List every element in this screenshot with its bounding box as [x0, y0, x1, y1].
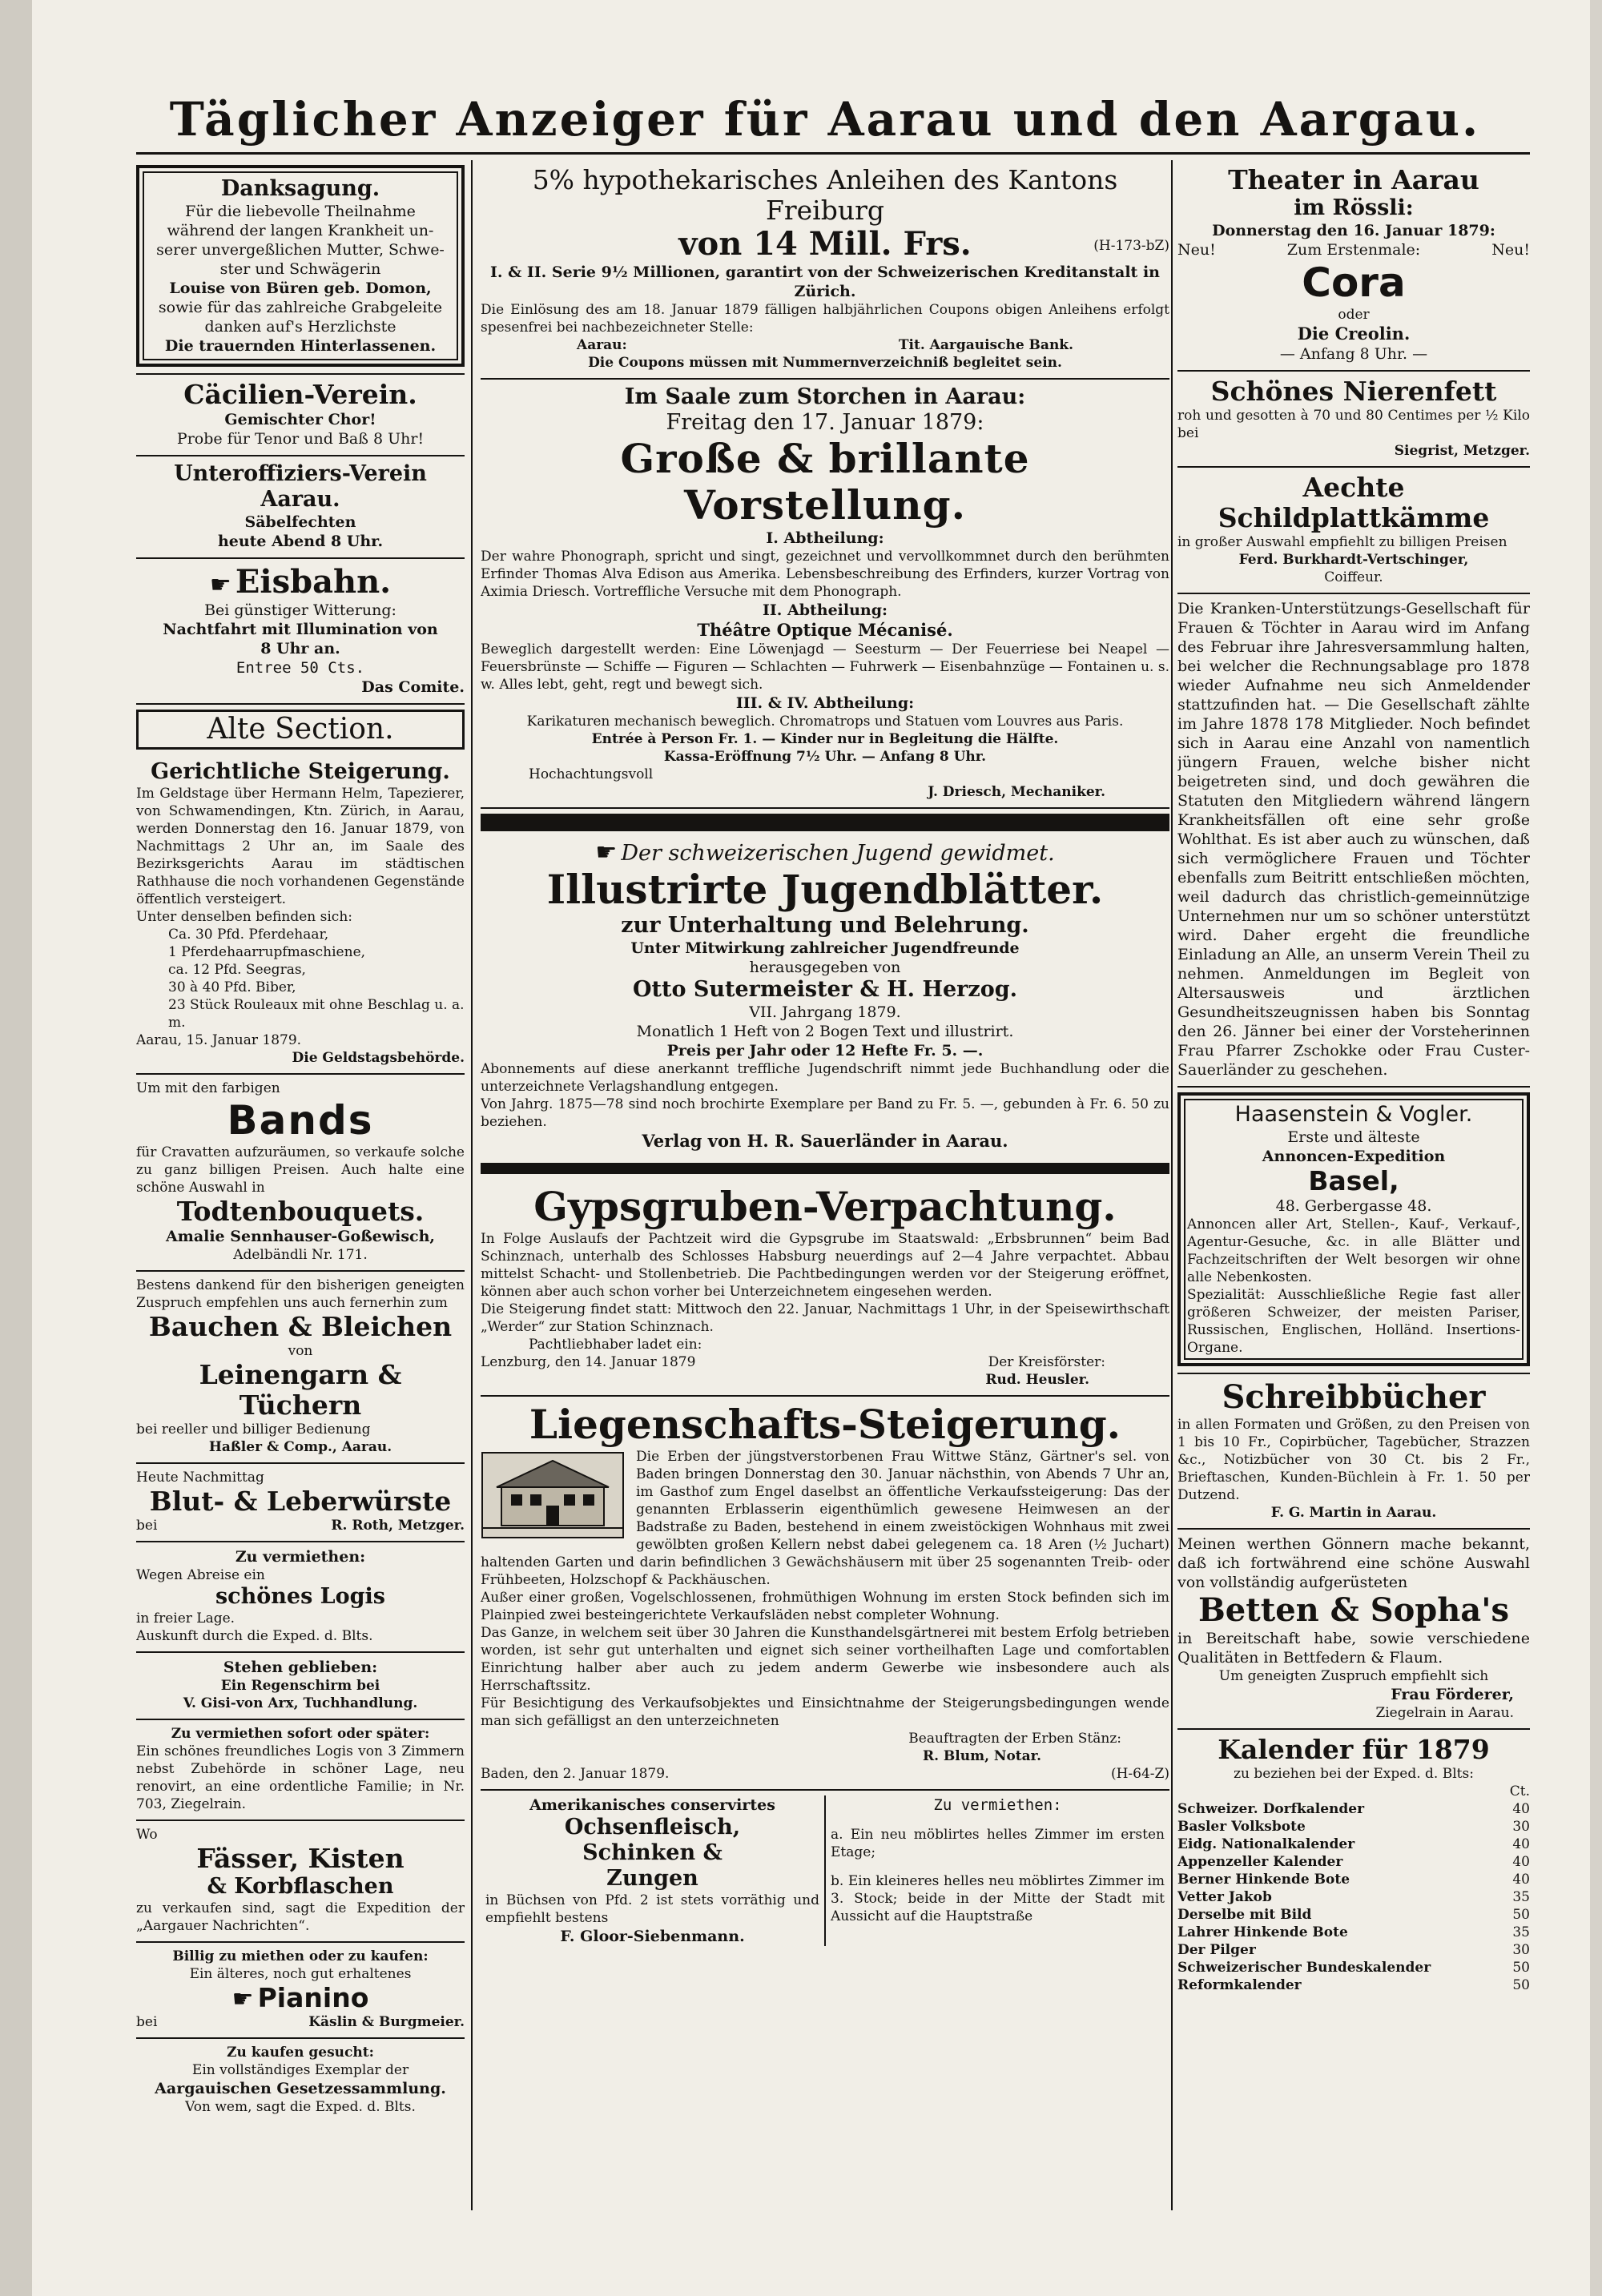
- bauchen-text: bei reeller und billiger Bedienung: [136, 1421, 371, 1438]
- ad-caecilien: [136, 375, 465, 456]
- kalender-row: [1177, 1871, 1530, 1888]
- scan-edge-right: [1590, 0, 1602, 2296]
- ad-blut: [136, 1464, 465, 1542]
- ad-vermiethen-zimmer: [824, 1795, 1169, 1946]
- danksagung-line: ster und Schwägerin: [219, 260, 381, 278]
- danksagung-line: während der langen Krankheit un-: [167, 222, 434, 239]
- danksagung-line: Für die liebevolle Theilnahme: [185, 203, 416, 220]
- ochsen-big1: Ochsenfleisch,: [564, 1815, 741, 1840]
- vorstellung-kassa: Kassa-Eröffnung 7½ Uhr. — Anfang 8 Uhr.: [663, 749, 987, 765]
- kalender-name: Schweizerischer Bundeskalender: [1177, 1960, 1431, 1976]
- bauchen-intro: Bestens dankend für den bisherigen geneigten Zuspruch empfehlen uns auch fernerhin zum: [136, 1277, 465, 1311]
- ochsen-big2: Schinken &: [582, 1840, 723, 1865]
- ad-faesser: [136, 1821, 465, 1943]
- danksagung-line: serer unvergeßlichen Mutter, Schwe-: [156, 241, 445, 259]
- logis-l1: Wegen Abreise ein: [136, 1567, 265, 1583]
- steigerung-item: Ca. 30 Pfd. Pferdehaar,: [168, 927, 329, 943]
- ad-eisbahn: [136, 559, 465, 705]
- vorstellung-sign: J. Driesch, Mechaniker.: [928, 784, 1105, 800]
- danksagung-line: Louise von Büren geb. Domon,: [169, 279, 432, 297]
- theater-sub2: Die Creolin.: [1297, 324, 1411, 344]
- jugend-verlag: Verlag von H. R. Sauerländer in Aarau.: [642, 1131, 1008, 1151]
- page-title: Täglicher Anzeiger für Aarau und den Aargau.: [169, 92, 1481, 147]
- steigerung-date: Aarau, 15. Januar 1879.: [136, 1032, 302, 1048]
- theater-anfang: — Anfang 8 Uhr. —: [1279, 345, 1428, 363]
- theater-neu-middle: Zum Erstenmale:: [1286, 241, 1421, 259]
- bands-text: für Cravatten aufzuräumen, so verkaufe solche zu ganz billigen Preisen. Auch halte eine schöne Auswahl in: [136, 1144, 465, 1196]
- jugend-names: Otto Sutermeister & H. Herzog.: [633, 977, 1017, 1002]
- steigerung-item: 30 à 40 Pfd. Biber,: [168, 979, 296, 995]
- pianino-title: Billig zu miethen oder zu kaufen:: [172, 1948, 429, 1964]
- steigerung-item: ca. 12 Pfd. Seegras,: [168, 962, 306, 978]
- jugend-abo: Abonnements auf diese anerkannt treffliche Jugendschrift nimmt jede Buchhandlung oder die unterzeichnete Verlagshandlung entgegen.: [481, 1061, 1169, 1095]
- house-illustration: [481, 1451, 625, 1539]
- theater-title: Theater in Aarau: [1228, 164, 1479, 195]
- kalender-name: Berner Hinkende Bote: [1177, 1872, 1350, 1888]
- vermiethen2-text: Ein schönes freundliches Logis von 3 Zimmern nebst Zubehörde in schöner Lage, neu renovirt, an eine ordentliche Familie; in Nr. 703, Ziegelrain.: [136, 1743, 465, 1812]
- bauchen-sign: Haßler & Comp., Aarau.: [208, 1439, 392, 1455]
- kalender-name: Schweizer. Dorfkalender: [1177, 1801, 1365, 1817]
- caecilien-sub: Gemischter Chor!: [224, 411, 376, 428]
- theater-oder: oder: [1338, 307, 1370, 323]
- haasenstein-city: Basel,: [1308, 1165, 1399, 1196]
- pointing-hand-icon: ☛: [209, 571, 231, 599]
- kaemme-sign: Ferd. Burkhardt-Vertschinger,: [1238, 552, 1469, 568]
- ochsen-big3: Zungen: [606, 1866, 698, 1891]
- vermiethen-b: b. Ein kleineres helles neu möblirtes Zimmer im 3. Stock; beide in der Mitte der Stadt mit Aussicht auf die Hauptstraße: [831, 1873, 1165, 1924]
- unteroffiziers-sub: Säbelfechten: [244, 513, 356, 531]
- kalender-name: Eidg. Nationalkalender: [1177, 1836, 1355, 1852]
- liegenschaft-beauftr: Beauftragten der Erben Stänz:: [908, 1731, 1121, 1747]
- unteroffiziers-title: Unteroffiziers-Verein Aarau.: [174, 461, 427, 512]
- vorstellung-l1: Im Saale zum Storchen in Aarau:: [624, 384, 1026, 409]
- vorstellung-a2: II. Abtheilung:: [762, 601, 888, 619]
- vorstellung-greet: Hochachtungsvoll: [529, 766, 654, 782]
- vorstellung-title: Große & brillante Vorstellung.: [620, 435, 1030, 529]
- betten-addr: Ziegelrain in Aarau.: [1375, 1705, 1514, 1721]
- gesucht-l2: Von wem, sagt die Exped. d. Blts.: [185, 2099, 416, 2115]
- kalender-price: 50: [1512, 1907, 1530, 1923]
- anleihen-serie: I. & II. Serie 9½ Millionen, garantirt von der Schweizerischen Kreditanstalt in Zürich.: [490, 263, 1160, 300]
- jugend-mit: Unter Mitwirkung zahlreicher Jugendfreunde: [630, 939, 1020, 957]
- eisbahn-line: 8 Uhr an.: [260, 640, 340, 657]
- danksagung-line: danken auf's Herzlichste: [204, 318, 396, 336]
- caecilien-text: Probe für Tenor und Baß 8 Uhr!: [176, 430, 425, 448]
- jugend-title: Illustrirte Jugendblätter.: [546, 866, 1104, 913]
- ochsen-text: in Büchsen von Pfd. 2 ist stets vorräthig und empfiehlt bestens: [485, 1892, 819, 1926]
- anleihen-big: von 14 Mill. Frs.: [678, 225, 972, 263]
- separator-bar: [481, 814, 1169, 831]
- gesucht-l1: Ein vollständiges Exemplar der: [191, 2062, 409, 2078]
- liegenschaft-text: Die Erben der jüngstverstorbenen Frau Wittwe Stänz, Gärtner's sel. von Baden bringen Donnerstag den 30. Januar nächsthin, von Abends 7 Uhr an, im Gasthof zum Engel daselbst an öffentliche Verkaufssteigerung: Das der genannten Erblasserin eigenthümlich gewesene Heimwesen an der Badstraße zu Baden, bestehend in einem zweistöckigen Wohnhaus mit zwei gewölbten großen Kellern nebst dabei gelegenem ca. 18 Aren (½ Juchart) haltenden Garten und darin befindlichen 3 Gewächshäusern mit über 25 sogenannten Treib- oder Frühbeeten, Holzschopf & Packhäuschen.: [481, 1449, 1169, 1588]
- logis-l2: in freier Lage.: [136, 1610, 235, 1627]
- betten-title: Betten & Sopha's: [1197, 1591, 1509, 1629]
- ad-liegenschaft: [481, 1397, 1169, 1791]
- ad-nierenfett: [1177, 372, 1530, 468]
- eisbahn-line: Nachtfahrt mit Illumination von: [163, 621, 438, 638]
- danksagung-title: Danksagung.: [220, 176, 380, 201]
- faesser-wo: Wo: [136, 1827, 158, 1843]
- unteroffiziers-text: heute Abend 8 Uhr.: [217, 533, 384, 550]
- vermiethen2-title: Zu vermiethen sofort oder später:: [171, 1726, 430, 1742]
- steigerung-text: Im Geldstage über Hermann Helm, Tapezierer, von Schwamendingen, Ktn. Zürich, in Aarau, werden Donnerstag den 16. Januar 1879, von Nachmittags 2 Uhr an, im Saale des Bezirksgerichts Aarau im städtischen Rathhause die noch vorhandenen Gegenstände öffentlich versteigert.: [136, 786, 465, 907]
- faesser-text: zu verkaufen sind, sagt die Expedition der „Aargauer Nachrichten“.: [136, 1900, 465, 1934]
- anleihen-text: Die Einlösung des am 18. Januar 1879 fälligen halbjährlichen Coupons obigen Anleihens erfolgt spesenfrei bei nachbezeichneter Stelle:: [481, 302, 1169, 336]
- kalender-row: [1177, 1924, 1530, 1941]
- kalender-price: 35: [1512, 1924, 1530, 1940]
- steigerung-intro: Unter denselben befinden sich:: [136, 909, 352, 925]
- ad-ochsenfleisch: [481, 1795, 824, 1946]
- ad-anleihen: [481, 160, 1169, 380]
- haasenstein-text2: Spezialität: Ausschließliche Regie fast aller größeren Schweizer, der meisten Pariser, Russischen, Englischen, Holländ. Insertions-Organe.: [1187, 1287, 1520, 1356]
- jugend-jahrg: VII. Jahrgang 1879.: [749, 1003, 901, 1021]
- ad-vorstellung: [481, 380, 1169, 809]
- column-center: [481, 160, 1169, 1946]
- liegenschaft-text3: Das Ganze, in welchem seit über 30 Jahren die Kunsthandelsgärtnerei mit bestem Erfolg betrieben worden, ist sehr gut unterhalten und eignet sich seiner vortheilhaften Lage und comfortablen Einrichtung halber aber auch zu jedem anderm Gewerbe wie insbesondere auch als Herrschaftssitz.: [481, 1625, 1169, 1694]
- betten-text: in Bereitschaft habe, sowie verschiedene Qualitäten in Bettfedern & Flaum.: [1177, 1630, 1530, 1667]
- bauchen-von: von: [288, 1343, 313, 1359]
- gesucht-title: Zu kaufen gesucht:: [227, 2045, 374, 2061]
- vorstellung-a3-text: Karikaturen mechanisch beweglich. Chromatrops und Statuen vom Louvres aus Paris.: [526, 714, 1124, 730]
- kalender-row: [1177, 1941, 1530, 1959]
- nierenfett-text: roh und gesotten à 70 und 80 Centimes per ½ Kilo bei: [1177, 408, 1530, 441]
- betten-l2: Um geneigten Zuspruch empfiehlt sich: [1218, 1668, 1489, 1684]
- logis-big: schönes Logis: [215, 1584, 386, 1609]
- kalender-price: 40: [1512, 1872, 1530, 1888]
- anleihen-code: (H-173-bZ): [1093, 238, 1169, 254]
- ad-gypsgruben: [481, 1179, 1169, 1397]
- schirm-title: Stehen geblieben:: [223, 1659, 378, 1676]
- haasenstein-sub2: Annoncen-Expedition: [1262, 1148, 1446, 1165]
- eisbahn-sign: Das Comite.: [361, 678, 465, 696]
- haasenstein-sub: Erste und älteste: [1287, 1128, 1420, 1146]
- kalender-name: Lahrer Hinkende Bote: [1177, 1924, 1348, 1940]
- vermiethen-a: a. Ein neu möblirtes helles Zimmer im ersten Etage;: [831, 1827, 1165, 1860]
- anleihen-title: 5% hypothekarisches Anleihen des Kantons Freiburg: [532, 164, 1118, 226]
- ad-bauchen: [136, 1272, 465, 1464]
- kaemme-title: Aechte Schildplattkämme: [1218, 472, 1490, 533]
- ad-schildplattkaemme: [1177, 468, 1530, 594]
- schirm-l2: V. Gisi-von Arx, Tuchhandlung.: [183, 1695, 418, 1711]
- kalender-name: Der Pilger: [1177, 1942, 1256, 1958]
- ad-betten: [1177, 1530, 1530, 1730]
- theater-neu-left: Neu!: [1177, 241, 1216, 259]
- haasenstein-title: Haasenstein & Vogler.: [1234, 1102, 1473, 1127]
- column-rule-2: [1171, 160, 1173, 2210]
- liegenschaft-text4: Für Besichtigung des Verkaufsobjektes und Einsichtnahme der Steigerungsbedingungen wende man sich gefälligst an den unterzeichneten: [481, 1695, 1169, 1729]
- blut-bei: bei: [136, 1518, 158, 1534]
- ad-bands: [136, 1075, 465, 1272]
- schreib-sign: F. G. Martin in Aarau.: [1270, 1505, 1437, 1521]
- kalender-price: 50: [1512, 1960, 1530, 1976]
- blut-title: Blut- & Leberwürste: [149, 1486, 452, 1517]
- liegenschaft-date: Baden, den 2. Januar 1879.: [481, 1766, 670, 1782]
- ad-kranken-unterstuetzung: [1177, 594, 1530, 1088]
- kalender-name: Basler Volksbote: [1177, 1819, 1306, 1835]
- kalender-row: [1177, 1853, 1530, 1871]
- vermiethen-title: Zu vermiethen:: [933, 1796, 1062, 1814]
- bands-intro: Um mit den farbigen: [136, 1080, 280, 1096]
- column-rule-1: [471, 160, 473, 2210]
- blut-intro: Heute Nachmittag: [136, 1470, 264, 1486]
- bands-sub: Todtenbouquets.: [176, 1196, 425, 1227]
- gyps-text2: Die Steigerung findet statt: Mittwoch den 22. Januar, Nachmittags 1 Uhr, in der Speisewirthschaft „Werder“ zur Station Schinznach.: [481, 1301, 1169, 1335]
- haasenstein-addr: 48. Gerbergasse 48.: [1275, 1197, 1432, 1215]
- vorstellung-a1-text: Der wahre Phonograph, spricht und singt, gezeichnet und vervollkommnet durch den berühmten Erfinder Thomas Alva Edison aus Amerika. Lebensbeschreibung des Erfinders, kurzer Vortrag von Aximia Driesch. Vortreffliche Versuche mit dem Phonograph.: [481, 549, 1169, 600]
- ad-jugendblaetter: [481, 836, 1169, 1158]
- gesucht-big: Aargauischen Gesetzessammlung.: [155, 2080, 446, 2097]
- ad-steigerung: [136, 754, 465, 1075]
- pianino-bei: bei: [136, 2014, 158, 2030]
- ochsen-sign: F. Gloor-Siebenmann.: [560, 1928, 745, 1945]
- ad-gesucht: [136, 2039, 465, 2122]
- kalender-price: 30: [1512, 1942, 1530, 1958]
- gyps-role: Der Kreisförster:: [988, 1354, 1105, 1370]
- kaemme-text: in großer Auswahl empfiehlt zu billigen Preisen: [1177, 534, 1507, 550]
- bands-sign: Amalie Sennhauser-Goßewisch,: [165, 1228, 436, 1245]
- kalender-price: 40: [1512, 1836, 1530, 1852]
- ad-kalender: [1177, 1730, 1530, 2000]
- theater-neu-right: Neu!: [1491, 241, 1530, 259]
- kalender-price: 50: [1512, 1977, 1530, 1993]
- bands-addr: Adelbändli Nr. 171.: [233, 1247, 368, 1263]
- pointing-hand-icon: ☛: [595, 838, 618, 867]
- kalender-price: 35: [1512, 1889, 1530, 1905]
- ad-pianino: [136, 1943, 465, 2039]
- bauchen-title2: Leinengarn & Tüchern: [199, 1359, 402, 1421]
- ad-schreibbuecher: [1177, 1374, 1530, 1530]
- steigerung-title: Gerichtliche Steigerung.: [151, 759, 450, 784]
- separator-bar: [481, 1163, 1169, 1174]
- kalender-name: Appenzeller Kalender: [1177, 1854, 1343, 1870]
- kalender-price: 40: [1512, 1854, 1530, 1870]
- schirm-l1: Ein Regenschirm bei: [220, 1678, 380, 1694]
- faesser-title2: & Korbflaschen: [207, 1874, 394, 1899]
- jugend-dedication: Der schweizerischen Jugend gewidmet.: [621, 841, 1055, 866]
- steigerung-item: 23 Stück Rouleaux mit ohne Beschlag u. a. m.: [168, 997, 465, 1031]
- vorstellung-a2-text: Beweglich dargestellt werden: Eine Löwenjagd — Seesturm — Der Feuerriese bei Neapel — Feuersbrünste — Schiffe — Figuren — Schlachten — Fuhrwerk — Eisenbahnzüge — Fontainen u. s. w. Alles lebt, geht, regt und bewegt sich.: [481, 641, 1169, 693]
- gyps-sign: Rud. Heusler.: [985, 1372, 1089, 1388]
- vorstellung-a3: III. & IV. Abtheilung:: [735, 694, 915, 712]
- scan-edge-left: [0, 0, 32, 2296]
- gyps-date: Lenzburg, den 14. Januar 1879: [481, 1354, 696, 1370]
- kalender-name: Vetter Jakob: [1177, 1889, 1272, 1905]
- theater-big: Cora: [1302, 259, 1406, 306]
- anleihen-foot: Die Coupons müssen mit Nummernverzeichniß begleitet sein.: [588, 355, 1062, 371]
- kalender-name: Reformkalender: [1177, 1977, 1302, 1993]
- pianino-big: Pianino: [257, 1982, 369, 2013]
- jugend-monatl: Monatlich 1 Heft von 2 Bogen Text und illustrirt.: [636, 1023, 1014, 1040]
- kalender-row: [1177, 1888, 1530, 1906]
- logis-l3: Auskunft durch die Exped. d. Blts.: [136, 1628, 373, 1644]
- kaemme-role: Coiffeur.: [1324, 569, 1383, 585]
- ad-theater: [1177, 160, 1530, 372]
- vorstellung-entree: Entrée à Person Fr. 1. — Kinder nur in Begleitung die Hälfte.: [591, 731, 1059, 747]
- logis-title: Zu vermiethen:: [235, 1548, 366, 1566]
- theater-sub: im Rössli:: [1294, 195, 1414, 220]
- betten-sign: Frau Förderer,: [1391, 1686, 1514, 1703]
- column-left: [136, 160, 465, 2122]
- kalender-sub: zu beziehen bei der Exped. d. Blts:: [1234, 1766, 1474, 1782]
- theater-date: Donnerstag den 16. Januar 1879:: [1212, 222, 1495, 239]
- kalender-price: 30: [1512, 1819, 1530, 1835]
- steigerung-item: 1 Pferdehaarrupfmaschiene,: [168, 944, 366, 960]
- ad-vermiethen-logis: [136, 1720, 465, 1821]
- kalender-list: [1177, 1800, 1530, 1994]
- eisbahn-title: Eisbahn.: [235, 563, 392, 601]
- header-rule: [136, 152, 1530, 155]
- bands-title: Bands: [227, 1097, 374, 1144]
- ad-haasenstein: [1177, 1088, 1530, 1374]
- nierenfett-title: Schönes Nierenfett: [1210, 376, 1497, 407]
- ad-logis: [136, 1542, 465, 1653]
- pointing-hand-icon: ☛: [231, 1985, 254, 2013]
- ad-schirm: [136, 1653, 465, 1720]
- bottom-two-column-ads: [481, 1791, 1169, 1946]
- vorstellung-l2: Freitag den 17. Januar 1879:: [666, 410, 984, 435]
- haasenstein-text: Annoncen aller Art, Stellen-, Kauf-, Verkauf-, Agentur-Gesuche, &c. in alle Blätter und Fachzeitschriften der Welt besorgen wir ohne alle Nebenkosten.: [1187, 1216, 1520, 1285]
- steigerung-sign: Die Geldstagsbehörde.: [292, 1050, 465, 1066]
- liegenschaft-sign: R. Blum, Notar.: [922, 1748, 1041, 1764]
- eisbahn-line: Bei günstiger Witterung:: [204, 601, 396, 619]
- gyps-l3: Pachtliebhaber ladet ein:: [529, 1337, 702, 1353]
- faesser-title: Fässer, Kisten: [196, 1843, 405, 1874]
- kalender-price: 40: [1512, 1801, 1530, 1817]
- eisbahn-entree: Entree 50 Cts.: [235, 659, 365, 677]
- kalender-row: [1177, 1959, 1530, 1976]
- gyps-title: Gypsgruben-Verpachtung.: [533, 1183, 1117, 1230]
- section-heading-alte-section: Alte Section.: [136, 710, 465, 750]
- kranken-text: Die Kranken-Unterstützungs-Gesellschaft für Frauen & Töchter in Aarau wird im Anfang des Februar ihre Jahresversammlung halten, bei welcher die Rechnungsablage pro 1878 wieder Aufnahme neu sich Anmeldender stattzufinden hat. — Die Gesellschaft zählte im Jahre 1878 178 Mitglieder. Noch befindet sich in Aarau eine Anzahl von namentlich jüngern Frauen, welche bisher nicht beigetreten sind, und doch gewähren die Statuten den Mitgliedern während längern Krankheitsfällen oft eine sehr große Wohlthat. Es ist aber auch zu wünschen, daß sich vermöglichere Frauen und Töchter ebenfalls zum Beitritt entschließen möchten, weil dadurch das christlich-gemeinnützige Unternehmen nur um so schöner unterstützt wird. Daher ergeht die freundliche Einladung an Alle, an unserm Verein Theil zu nehmen. Anmeldungen im Begleit von Altersausweis und ärztlichen Gesundheitszeugnissen haben bis Sonntag den 26. Jänner bei einer der Vorsteherinnen Frau Pfarrer Zschokke oder Frau Custer-Sauerländer zu geschehen.: [1177, 600, 1530, 1079]
- blut-sign: R. Roth, Metzger.: [331, 1518, 465, 1534]
- ad-unteroffiziers: [136, 456, 465, 559]
- betten-intro: Meinen werthen Gönnern mache bekannt, daß ich fortwährend eine schöne Auswahl von vollständig aufgerüsteten: [1177, 1535, 1530, 1591]
- column-right: [1177, 160, 1530, 2000]
- kalender-row: [1177, 1836, 1530, 1853]
- jugend-preis: Preis per Jahr oder 12 Hefte Fr. 5. —.: [666, 1042, 984, 1060]
- ochsen-title: Amerikanisches conservirtes: [529, 1796, 775, 1814]
- kalender-name: Derselbe mit Bild: [1177, 1907, 1312, 1923]
- kalender-row: [1177, 1976, 1530, 1994]
- schreib-text: in allen Formaten und Größen, zu den Preisen von 1 bis 10 Fr., Copirbücher, Tagebücher, Strazzen &c., Notizbücher von 30 Ct. bis 2 Fr., Brieftaschen, Kunden-Büchlein à Fr. 1. 50 per Dutzend.: [1177, 1417, 1530, 1503]
- liegenschaft-code: (H-64-Z): [1110, 1766, 1169, 1782]
- jugend-hrsg: herausgegeben von: [749, 959, 901, 976]
- caecilien-title: Cäcilien-Verein.: [183, 379, 417, 410]
- schreib-title: Schreibbücher: [1222, 1378, 1486, 1416]
- liegenschaft-title: Liegenschafts-Steigerung.: [529, 1401, 1121, 1448]
- kalender-unit: Ct.: [1509, 1783, 1530, 1799]
- liegenschaft-text2: Außer einer großen, Vogelschlossenen, frohmüthigen Wohnung im ersten Stock befinden sich im Plainpied zwei besteingerichtete Verkaufsläden nebst completer Wohnung.: [481, 1590, 1169, 1623]
- jugend-sub: zur Unterhaltung und Belehrung.: [621, 913, 1029, 938]
- anleihen-row-left: Aarau:: [577, 337, 627, 353]
- bauchen-title: Bauchen & Bleichen: [148, 1311, 453, 1342]
- jugend-jahrgang: Von Jahrg. 1875—78 sind noch brochirte Exemplare per Band zu Fr. 5. —, gebunden à Fr. 6. 50 zu beziehen.: [481, 1096, 1169, 1130]
- pianino-sign: Käslin & Burgmeier.: [308, 2014, 465, 2030]
- gyps-text: In Folge Auslaufs der Pachtzeit wird die Gypsgrube im Staatswald: „Erbsbrunnen“ beim Bad Schinznach, unterhalb des Schlosses Habsburg neuerdings auf 2—4 Jahre verpachtet. Abbau mittelst Schacht- und Stollenbetrieb. Die Pachtbedingungen werden vor der Steigerung eröffnet, können aber auch schon vorher bei Unterzeichnetem eingesehen werden.: [481, 1231, 1169, 1300]
- kalender-row: [1177, 1906, 1530, 1924]
- kalender-title: Kalender für 1879: [1218, 1734, 1490, 1765]
- anleihen-row-right: Tit. Aargauische Bank.: [898, 337, 1073, 353]
- vorstellung-a2-title: Théâtre Optique Mécanisé.: [697, 620, 953, 640]
- danksagung-line: sowie für das zahlreiche Grabgeleite: [158, 299, 443, 316]
- vorstellung-a1: I. Abtheilung:: [766, 529, 884, 547]
- pianino-l1: Ein älteres, noch gut erhaltenes: [189, 1966, 412, 1982]
- ad-danksagung: [136, 160, 465, 375]
- kalender-row: [1177, 1818, 1530, 1836]
- kalender-row: [1177, 1800, 1530, 1818]
- danksagung-line: Die trauernden Hinterlassenen.: [164, 337, 437, 355]
- nierenfett-sign: Siegrist, Metzger.: [1394, 443, 1530, 459]
